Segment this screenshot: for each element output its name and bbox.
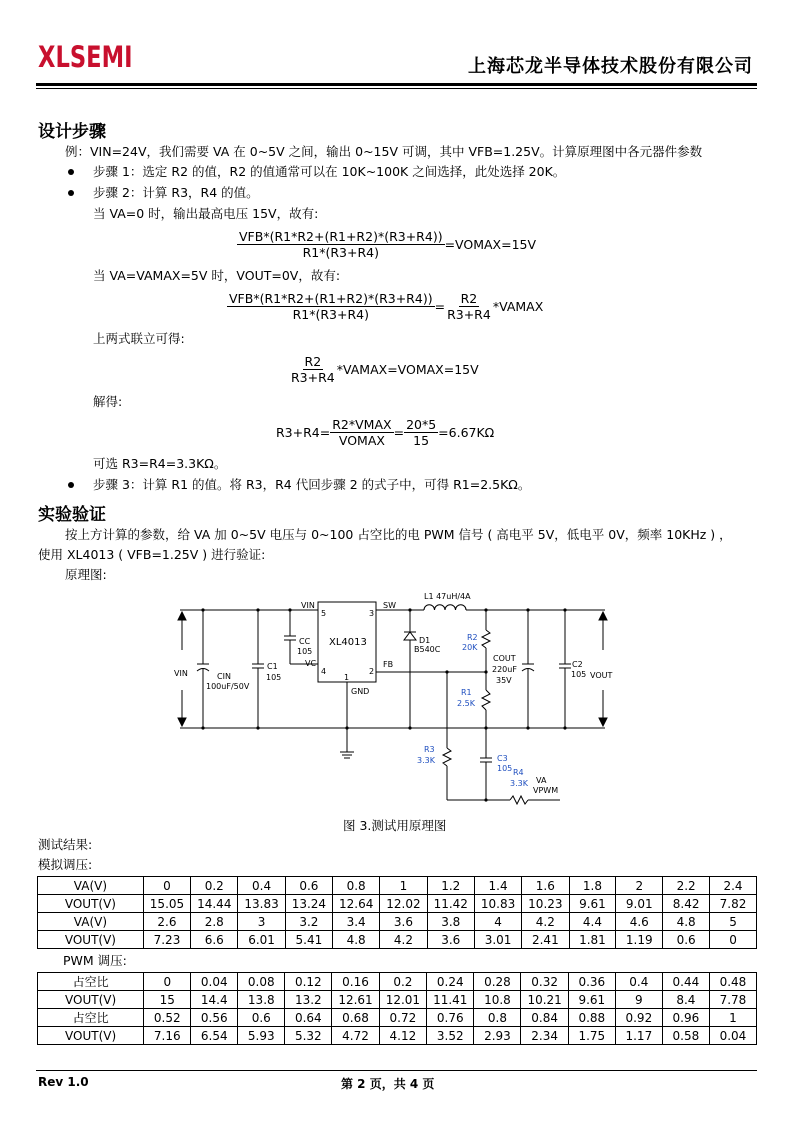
table-cell: 0.36: [568, 973, 615, 991]
table-cell: 0.04: [709, 1027, 756, 1045]
table-cell: 1.17: [615, 1027, 662, 1045]
table-cell: 10.23: [522, 895, 569, 913]
table-cell: 5.41: [285, 931, 332, 949]
equation-1: [237, 229, 536, 260]
page-number: 第 2 页，共 4 页: [341, 1077, 435, 1091]
table-cell: 7.23: [143, 931, 190, 949]
table-cell: 6.54: [191, 1027, 238, 1045]
table-cell: 1.4: [474, 877, 521, 895]
c1-label: C1: [267, 662, 278, 671]
table-cell: 9.61: [569, 895, 616, 913]
vout-label: VOUT: [590, 671, 613, 680]
table-cell: 4.2: [522, 913, 569, 931]
table-cell: 0.6: [663, 931, 710, 949]
table-cell: 0.08: [238, 973, 285, 991]
table-cell: 0.56: [191, 1009, 238, 1027]
table-cell: 2.4: [710, 877, 757, 895]
table-cell: 7.82: [710, 895, 757, 913]
table-cell: 3.01: [474, 931, 521, 949]
r1-value: 2.5K: [457, 699, 475, 708]
table-cell: 0.24: [427, 973, 474, 991]
table-cell: 0.6: [285, 877, 332, 895]
cin-label: CIN: [217, 672, 231, 681]
table-cell: 2: [616, 877, 663, 895]
table-row: [38, 973, 757, 991]
table-cell: 0.96: [662, 1009, 709, 1027]
table-cell: 13.83: [238, 895, 285, 913]
cout-value-volt: 35V: [496, 676, 512, 685]
table-cell: 0.4: [238, 877, 285, 895]
revision: Rev 1.0: [38, 1075, 89, 1089]
step1-text: 步骤 1：选定 R2 的值，R2 的值通常可以在 10K~100K 之间选择，此处选择 20K。: [93, 164, 566, 179]
table-row: [38, 877, 757, 895]
table-cell: 2.93: [474, 1027, 521, 1045]
row-header-cell: VOUT(V): [38, 1027, 144, 1045]
table-row: [38, 991, 757, 1009]
table-cell: 7.78: [709, 991, 756, 1009]
diode-value: B540C: [414, 645, 441, 654]
table-cell: 0.48: [709, 973, 756, 991]
r2-value: 20K: [462, 643, 478, 652]
table-cell: 0.92: [615, 1009, 662, 1027]
case1-text: 当 VA=0 时，输出最高电压 15V，故有:: [93, 206, 319, 221]
table-cell: 15: [144, 991, 191, 1009]
step3-text: 步骤 3：计算 R1 的值。将 R3，R4 代回步骤 2 的式子中，可得 R1=2.5KΩ。: [93, 477, 531, 492]
table-cell: 0.84: [521, 1009, 568, 1027]
pin-1: 1: [344, 673, 350, 682]
table-cell: 0.64: [285, 1009, 332, 1027]
table-cell: 13.24: [285, 895, 332, 913]
table-cell: 0.04: [191, 973, 238, 991]
table-cell: 12.02: [380, 895, 427, 913]
table-cell: 4.4: [569, 913, 616, 931]
vin-label: VIN: [174, 669, 188, 678]
pin-5: 5: [321, 609, 327, 618]
table-cell: 6.01: [238, 931, 285, 949]
table-cell: 2.2: [663, 877, 710, 895]
row-header-cell: 占空比: [38, 973, 144, 991]
table-cell: 0.2: [379, 973, 426, 991]
ic-name: XL4013: [329, 637, 367, 648]
table-cell: 0.12: [285, 973, 332, 991]
table-cell: 5.93: [238, 1027, 285, 1045]
table-cell: 1: [380, 877, 427, 895]
row-header-cell: VA(V): [38, 913, 144, 931]
table-cell: 0.8: [333, 877, 380, 895]
table-cell: 4.72: [332, 1027, 379, 1045]
table-cell: 0.52: [144, 1009, 191, 1027]
verify-heading: 实验验证: [38, 505, 106, 525]
cc-label: CC: [299, 637, 311, 646]
table-cell: 12.01: [379, 991, 426, 1009]
table-cell: 0.28: [474, 973, 521, 991]
table-cell: 9.61: [568, 991, 615, 1009]
equation-3: [289, 354, 479, 385]
bullet: [68, 169, 74, 175]
table-cell: 0.76: [427, 1009, 474, 1027]
table-cell: 9: [615, 991, 662, 1009]
table-cell: 1.81: [569, 931, 616, 949]
eq2-rhs: *VAMAX: [492, 299, 544, 314]
results-label: 测试结果:: [38, 837, 93, 852]
pwm-label: PWM 调压:: [63, 953, 127, 968]
analog-results-table: [37, 876, 757, 949]
combine-text: 上两式联立可得:: [93, 331, 185, 346]
r2-label: R2: [467, 633, 478, 642]
header-rule-thick: [36, 83, 757, 86]
r1-label: R1: [461, 688, 472, 697]
row-header-cell: VOUT(V): [38, 991, 144, 1009]
table-cell: 14.4: [191, 991, 238, 1009]
table-cell: 11.41: [427, 991, 474, 1009]
table-row: [38, 913, 757, 931]
vpwm-label: VPWM: [533, 786, 559, 795]
pin-vc-label: VC: [305, 659, 317, 668]
table-row: [38, 1027, 757, 1045]
va-label: VA: [536, 776, 547, 785]
eq2-equals: =: [434, 299, 446, 314]
table-cell: 14.44: [191, 895, 238, 913]
example-text: 例：VIN=24V，我们需要 VA 在 0~5V 之间，输出 0~15V 可调，其中 VFB=1.25V。计算原理图中各元器件参数: [65, 144, 703, 159]
analog-label: 模拟调压:: [38, 857, 93, 872]
pin-3: 3: [369, 609, 375, 618]
table-cell: 8.42: [663, 895, 710, 913]
c2-label: C2: [572, 660, 583, 669]
choose-text: 可选 R3=R4=3.3KΩ。: [93, 456, 227, 471]
row-header-cell: VA(V): [38, 877, 144, 895]
company-name: 上海芯龙半导体技术股份有限公司: [468, 56, 753, 77]
table-cell: 13.2: [285, 991, 332, 1009]
c1-value: 105: [266, 673, 282, 682]
eq4-denominator: VOMAX: [338, 433, 385, 448]
table-cell: 0: [710, 931, 757, 949]
table-cell: 8.4: [662, 991, 709, 1009]
table-cell: 3: [238, 913, 285, 931]
design-heading: 设计步骤: [38, 122, 106, 142]
table-cell: 10.8: [474, 991, 521, 1009]
header-rule-thin: [36, 88, 757, 89]
table-cell: 1.19: [616, 931, 663, 949]
table-cell: 0: [144, 973, 191, 991]
eq2-denominator-2: R3+R4: [447, 307, 491, 322]
table-row: [38, 1009, 757, 1027]
table-cell: 4.8: [663, 913, 710, 931]
table-cell: 4.6: [616, 913, 663, 931]
table-cell: 2.34: [521, 1027, 568, 1045]
table-cell: 2.8: [191, 913, 238, 931]
step2-text: 步骤 2：计算 R3，R4 的值。: [93, 185, 259, 200]
table-cell: 10.83: [474, 895, 521, 913]
equation-4: [276, 417, 494, 448]
table-cell: 4.2: [380, 931, 427, 949]
table-cell: 0.2: [191, 877, 238, 895]
eq4-rhs: =6.67KΩ: [438, 425, 495, 440]
r3-value: 3.3K: [417, 756, 435, 765]
eq3-numerator: R2: [304, 354, 322, 369]
table-cell: 5: [710, 913, 757, 931]
eq2-denominator: R1*(R3+R4): [292, 307, 369, 322]
pin-2: 2: [369, 667, 375, 676]
eq4-numerator-2: 20*5: [406, 417, 437, 432]
table-cell: 12.64: [333, 895, 380, 913]
figure-caption: 图 3.测试用原理图: [343, 818, 447, 833]
eq1-denominator: R1*(R3+R4): [302, 245, 379, 260]
table-cell: 4.12: [379, 1027, 426, 1045]
table-cell: 1.6: [522, 877, 569, 895]
table-cell: 0.58: [662, 1027, 709, 1045]
eq2-numerator: VFB*(R1*R2+(R1+R2)*(R3+R4)): [229, 291, 433, 306]
table-cell: 1.2: [427, 877, 474, 895]
eq1-numerator: VFB*(R1*R2+(R1+R2)*(R3+R4)): [239, 229, 443, 244]
table-cell: 0.8: [474, 1009, 521, 1027]
table-cell: 3.52: [427, 1027, 474, 1045]
table-cell: 0.32: [521, 973, 568, 991]
company-logo: XLSEMI: [38, 40, 133, 74]
pwm-results-table: [37, 972, 757, 1045]
pin-sw-label: SW: [383, 601, 396, 610]
cout-value-cap: 220uF: [492, 665, 517, 674]
table-cell: 3.2: [285, 913, 332, 931]
table-cell: 4: [474, 913, 521, 931]
table-cell: 2.41: [522, 931, 569, 949]
table-cell: 15.05: [143, 895, 190, 913]
verify-para-1: 按上方计算的参数，给 VA 加 0~5V 电压与 0~100 占空比的电 PWM 信号 ( 高电平 5V，低电平 0V，频率 10KHz ) ，: [65, 527, 732, 542]
footer-rule: [36, 1070, 757, 1071]
table-cell: 12.61: [332, 991, 379, 1009]
table-cell: 0.44: [662, 973, 709, 991]
table-cell: 0.16: [332, 973, 379, 991]
pin-gnd-label: GND: [351, 687, 370, 696]
r3-label: R3: [424, 745, 435, 754]
row-header-cell: VOUT(V): [38, 931, 144, 949]
c2-value: 105: [571, 670, 587, 679]
table-cell: 6.6: [191, 931, 238, 949]
inductor-label: L1 47uH/4A: [424, 592, 471, 601]
pin-4: 4: [321, 667, 327, 676]
table-cell: 0.88: [568, 1009, 615, 1027]
row-header-cell: VOUT(V): [38, 895, 144, 913]
table-cell: 7.16: [144, 1027, 191, 1045]
eq1-rhs: =VOMAX=15V: [444, 237, 537, 252]
pin-vin-label: VIN: [301, 601, 315, 610]
r4-value: 3.3K: [510, 779, 528, 788]
table-cell: 3.8: [427, 913, 474, 931]
row-header-cell: 占空比: [38, 1009, 144, 1027]
table-cell: 3.4: [333, 913, 380, 931]
eq4-equals: =: [393, 425, 405, 440]
table-cell: 3.6: [427, 931, 474, 949]
bullet: [68, 190, 74, 196]
eq4-numerator: R2*VMAX: [332, 417, 392, 432]
schematic-label: 原理图:: [65, 567, 107, 582]
table-cell: 0: [143, 877, 190, 895]
r4-label: R4: [513, 768, 524, 777]
schematic-diagram: [0, 585, 793, 810]
table-cell: 0.68: [332, 1009, 379, 1027]
table-cell: 2.6: [143, 913, 190, 931]
eq2-numerator-2: R2: [460, 291, 478, 306]
c3-label: C3: [497, 754, 508, 763]
table-cell: 11.42: [427, 895, 474, 913]
table-cell: 1.75: [568, 1027, 615, 1045]
table-cell: 0.6: [238, 1009, 285, 1027]
table-cell: 3.6: [380, 913, 427, 931]
verify-para-2: 使用 XL4013 ( VFB=1.25V ) 进行验证:: [38, 547, 266, 562]
table-row: [38, 931, 757, 949]
eq3-denominator: R3+R4: [291, 370, 335, 385]
diode-label: D1: [419, 636, 431, 645]
table-cell: 13.8: [238, 991, 285, 1009]
table-cell: 1: [709, 1009, 756, 1027]
cout-label: COUT: [493, 654, 516, 663]
table-cell: 0.72: [379, 1009, 426, 1027]
table-cell: 10.21: [521, 991, 568, 1009]
table-row: [38, 895, 757, 913]
solve-text: 解得:: [93, 394, 123, 409]
c3-value: 105: [497, 764, 513, 773]
eq3-rhs: *VAMAX=VOMAX=15V: [336, 362, 479, 377]
bullet: [68, 482, 74, 488]
table-cell: 9.01: [616, 895, 663, 913]
case2-text: 当 VA=VAMAX=5V 时，VOUT=0V，故有:: [93, 268, 341, 283]
pin-fb-label: FB: [383, 660, 394, 669]
eq4-denominator-2: 15: [413, 433, 430, 448]
equation-2: [227, 291, 543, 322]
eq4-lhs: R3+R4=: [276, 425, 331, 440]
table-cell: 1.8: [569, 877, 616, 895]
table-cell: 5.32: [285, 1027, 332, 1045]
cc-value: 105: [297, 647, 313, 656]
cin-value: 100uF/50V: [206, 682, 250, 691]
table-cell: 0.4: [615, 973, 662, 991]
table-cell: 4.8: [333, 931, 380, 949]
